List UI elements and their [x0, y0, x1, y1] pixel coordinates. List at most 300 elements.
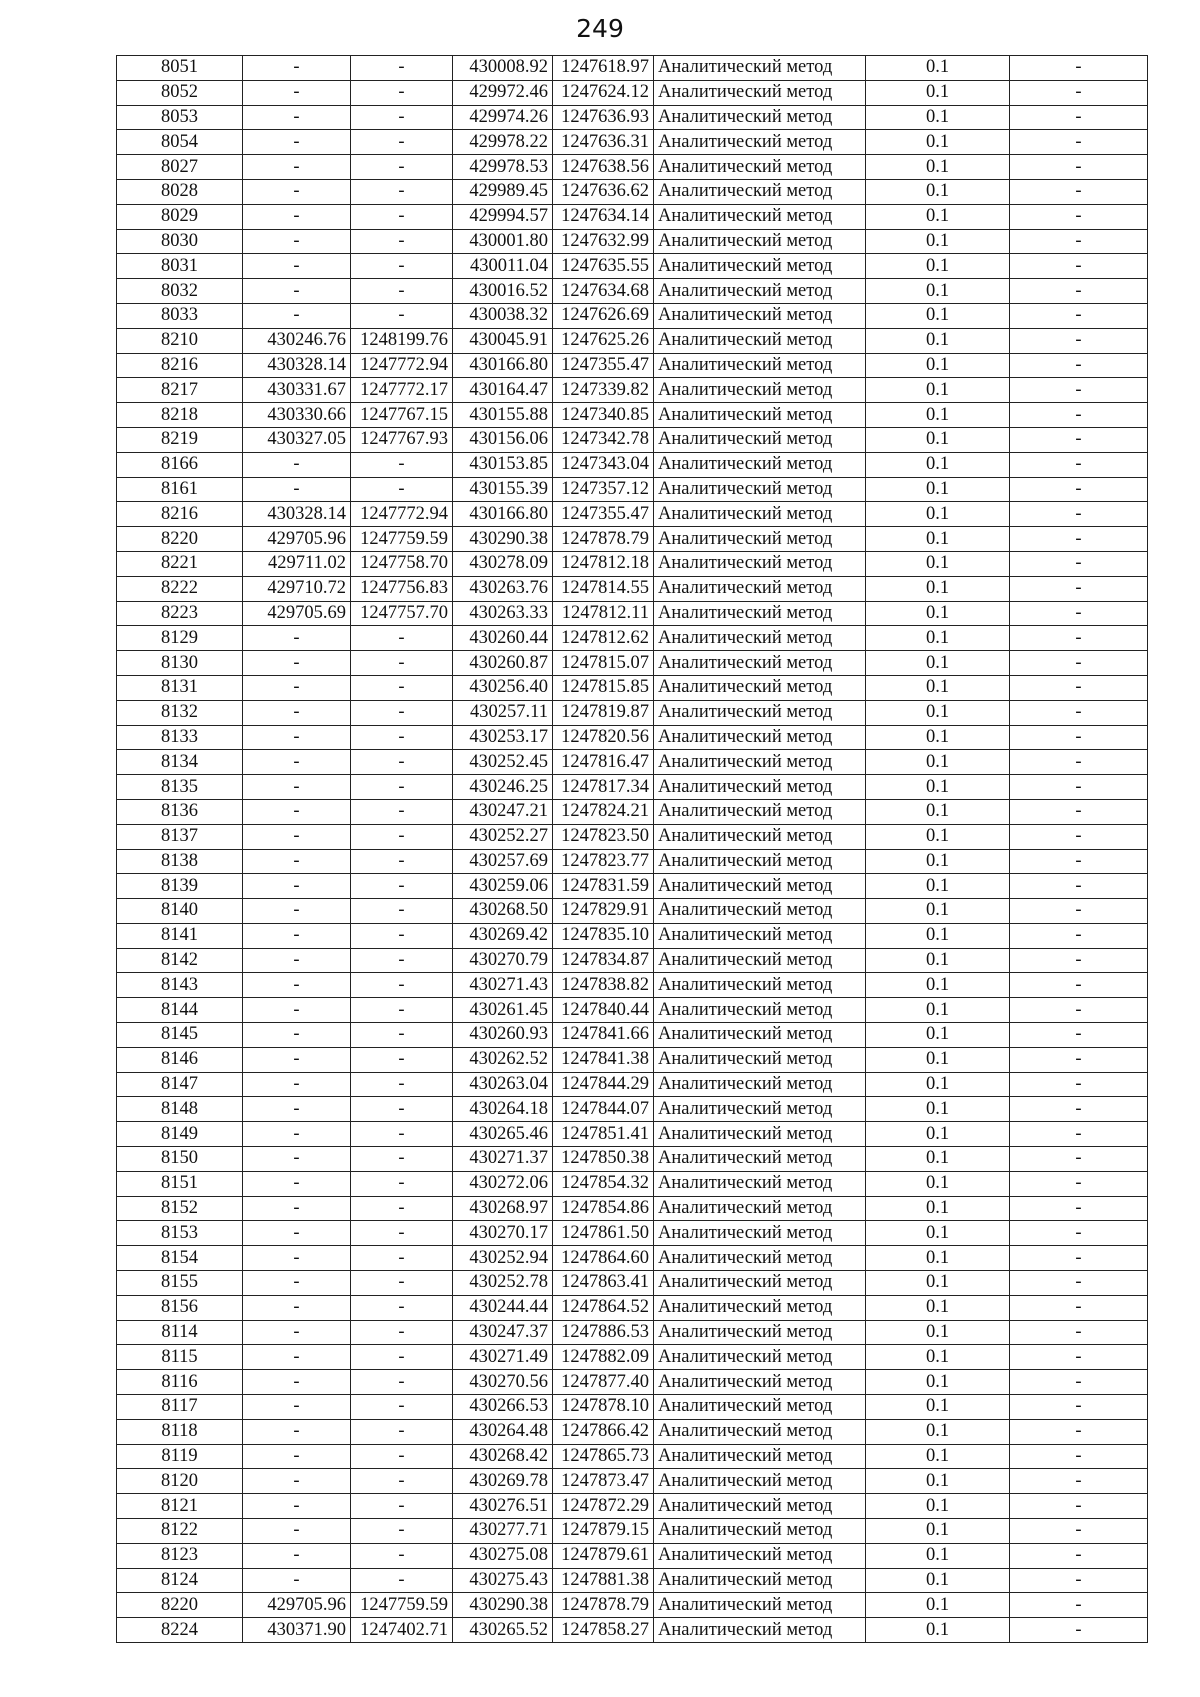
old-x-cell: - — [243, 179, 351, 204]
old-y-cell: - — [351, 1246, 453, 1271]
method-cell: Аналитический метод — [654, 1444, 866, 1469]
point-number-cell: 8150 — [117, 1147, 243, 1172]
old-y-cell: - — [351, 452, 453, 477]
point-number-cell: 8030 — [117, 229, 243, 254]
new-y-cell: 1247882.09 — [553, 1345, 654, 1370]
point-number-cell: 8221 — [117, 551, 243, 576]
old-y-cell: - — [351, 279, 453, 304]
new-x-cell: 430263.76 — [453, 576, 553, 601]
old-x-cell: - — [243, 626, 351, 651]
accuracy-cell: 0.1 — [866, 1345, 1010, 1370]
note-cell: - — [1010, 700, 1148, 725]
point-number-cell: 8223 — [117, 601, 243, 626]
table-row — [117, 1246, 1148, 1271]
old-x-cell: - — [243, 1221, 351, 1246]
old-y-cell: - — [351, 1023, 453, 1048]
old-x-cell: 429710.72 — [243, 576, 351, 601]
new-x-cell: 430008.92 — [453, 56, 553, 81]
note-cell: - — [1010, 105, 1148, 130]
method-cell: Аналитический метод — [654, 80, 866, 105]
new-x-cell: 430290.38 — [453, 527, 553, 552]
note-cell: - — [1010, 229, 1148, 254]
old-x-cell: - — [243, 849, 351, 874]
old-x-cell: - — [243, 56, 351, 81]
old-y-cell: 1247402.71 — [351, 1618, 453, 1643]
old-x-cell: - — [243, 1271, 351, 1296]
new-y-cell: 1247636.62 — [553, 179, 654, 204]
accuracy-cell: 0.1 — [866, 179, 1010, 204]
old-y-cell: - — [351, 725, 453, 750]
old-y-cell: - — [351, 1469, 453, 1494]
new-x-cell: 430269.78 — [453, 1469, 553, 1494]
table-row — [117, 1072, 1148, 1097]
old-x-cell: 430327.05 — [243, 427, 351, 452]
new-y-cell: 1247632.99 — [553, 229, 654, 254]
note-cell: - — [1010, 1122, 1148, 1147]
accuracy-cell: 0.1 — [866, 799, 1010, 824]
new-x-cell: 430038.32 — [453, 303, 553, 328]
new-x-cell: 430166.80 — [453, 353, 553, 378]
old-y-cell: - — [351, 1047, 453, 1072]
accuracy-cell: 0.1 — [866, 1419, 1010, 1444]
new-y-cell: 1247355.47 — [553, 353, 654, 378]
method-cell: Аналитический метод — [654, 130, 866, 155]
table-row — [117, 1320, 1148, 1345]
table-row — [117, 700, 1148, 725]
point-number-cell: 8149 — [117, 1122, 243, 1147]
new-y-cell: 1247861.50 — [553, 1221, 654, 1246]
accuracy-cell: 0.1 — [866, 998, 1010, 1023]
new-y-cell: 1247635.55 — [553, 254, 654, 279]
point-number-cell: 8131 — [117, 675, 243, 700]
note-cell: - — [1010, 626, 1148, 651]
table-row — [117, 874, 1148, 899]
accuracy-cell: 0.1 — [866, 775, 1010, 800]
old-x-cell: - — [243, 1395, 351, 1420]
accuracy-cell: 0.1 — [866, 1147, 1010, 1172]
accuracy-cell: 0.1 — [866, 1097, 1010, 1122]
note-cell: - — [1010, 130, 1148, 155]
note-cell: - — [1010, 998, 1148, 1023]
method-cell: Аналитический метод — [654, 403, 866, 428]
note-cell: - — [1010, 328, 1148, 353]
accuracy-cell: 0.1 — [866, 973, 1010, 998]
old-y-cell: - — [351, 750, 453, 775]
method-cell: Аналитический метод — [654, 1295, 866, 1320]
point-number-cell: 8146 — [117, 1047, 243, 1072]
new-y-cell: 1247841.38 — [553, 1047, 654, 1072]
new-y-cell: 1247878.79 — [553, 1593, 654, 1618]
old-x-cell: - — [243, 254, 351, 279]
old-x-cell: - — [243, 799, 351, 824]
point-number-cell: 8161 — [117, 477, 243, 502]
table-row — [117, 353, 1148, 378]
note-cell: - — [1010, 1593, 1148, 1618]
new-y-cell: 1247342.78 — [553, 427, 654, 452]
table-row — [117, 155, 1148, 180]
method-cell: Аналитический метод — [654, 1122, 866, 1147]
old-x-cell: - — [243, 700, 351, 725]
point-number-cell: 8031 — [117, 254, 243, 279]
note-cell: - — [1010, 1295, 1148, 1320]
old-y-cell: - — [351, 923, 453, 948]
table-row — [117, 229, 1148, 254]
method-cell: Аналитический метод — [654, 1568, 866, 1593]
method-cell: Аналитический метод — [654, 626, 866, 651]
new-x-cell: 430270.56 — [453, 1370, 553, 1395]
accuracy-cell: 0.1 — [866, 477, 1010, 502]
old-y-cell: - — [351, 948, 453, 973]
note-cell: - — [1010, 204, 1148, 229]
method-cell: Аналитический метод — [654, 303, 866, 328]
table-row — [117, 799, 1148, 824]
point-number-cell: 8123 — [117, 1543, 243, 1568]
table-row — [117, 998, 1148, 1023]
note-cell: - — [1010, 725, 1148, 750]
new-x-cell: 430262.52 — [453, 1047, 553, 1072]
old-x-cell: - — [243, 675, 351, 700]
point-number-cell: 8217 — [117, 378, 243, 403]
new-y-cell: 1247864.60 — [553, 1246, 654, 1271]
old-x-cell: - — [243, 105, 351, 130]
method-cell: Аналитический метод — [654, 899, 866, 924]
old-y-cell: - — [351, 874, 453, 899]
method-cell: Аналитический метод — [654, 651, 866, 676]
new-x-cell: 430016.52 — [453, 279, 553, 304]
method-cell: Аналитический метод — [654, 923, 866, 948]
point-number-cell: 8210 — [117, 328, 243, 353]
accuracy-cell: 0.1 — [866, 1370, 1010, 1395]
table-body — [117, 56, 1148, 1643]
old-x-cell: - — [243, 1494, 351, 1519]
old-y-cell: - — [351, 1295, 453, 1320]
table-row — [117, 1196, 1148, 1221]
new-y-cell: 1247865.73 — [553, 1444, 654, 1469]
note-cell: - — [1010, 899, 1148, 924]
point-number-cell: 8129 — [117, 626, 243, 651]
old-x-cell: - — [243, 1097, 351, 1122]
new-y-cell: 1247878.79 — [553, 527, 654, 552]
accuracy-cell: 0.1 — [866, 80, 1010, 105]
new-x-cell: 430166.80 — [453, 502, 553, 527]
point-number-cell: 8138 — [117, 849, 243, 874]
old-x-cell: - — [243, 824, 351, 849]
old-y-cell: 1247772.94 — [351, 502, 453, 527]
table-row — [117, 948, 1148, 973]
table-row — [117, 1419, 1148, 1444]
accuracy-cell: 0.1 — [866, 279, 1010, 304]
new-x-cell: 430278.09 — [453, 551, 553, 576]
new-y-cell: 1247340.85 — [553, 403, 654, 428]
point-number-cell: 8219 — [117, 427, 243, 452]
note-cell: - — [1010, 799, 1148, 824]
new-y-cell: 1247626.69 — [553, 303, 654, 328]
accuracy-cell: 0.1 — [866, 750, 1010, 775]
accuracy-cell: 0.1 — [866, 1072, 1010, 1097]
old-y-cell: 1247772.17 — [351, 378, 453, 403]
method-cell: Аналитический метод — [654, 1320, 866, 1345]
new-y-cell: 1247841.66 — [553, 1023, 654, 1048]
old-x-cell: - — [243, 1320, 351, 1345]
old-y-cell: - — [351, 477, 453, 502]
new-x-cell: 430257.11 — [453, 700, 553, 725]
old-y-cell: 1247759.59 — [351, 1593, 453, 1618]
accuracy-cell: 0.1 — [866, 130, 1010, 155]
new-y-cell: 1247343.04 — [553, 452, 654, 477]
new-x-cell: 430244.44 — [453, 1295, 553, 1320]
accuracy-cell: 0.1 — [866, 1494, 1010, 1519]
table-row — [117, 1618, 1148, 1643]
old-x-cell: - — [243, 973, 351, 998]
new-x-cell: 430155.88 — [453, 403, 553, 428]
new-x-cell: 429974.26 — [453, 105, 553, 130]
new-x-cell: 430269.42 — [453, 923, 553, 948]
method-cell: Аналитический метод — [654, 502, 866, 527]
accuracy-cell: 0.1 — [866, 403, 1010, 428]
table-row — [117, 328, 1148, 353]
new-x-cell: 430156.06 — [453, 427, 553, 452]
note-cell: - — [1010, 1494, 1148, 1519]
point-number-cell: 8121 — [117, 1494, 243, 1519]
point-number-cell: 8028 — [117, 179, 243, 204]
old-x-cell: - — [243, 1072, 351, 1097]
point-number-cell: 8222 — [117, 576, 243, 601]
point-number-cell: 8155 — [117, 1271, 243, 1296]
new-x-cell: 430260.93 — [453, 1023, 553, 1048]
method-cell: Аналитический метод — [654, 775, 866, 800]
new-y-cell: 1247854.32 — [553, 1171, 654, 1196]
point-number-cell: 8143 — [117, 973, 243, 998]
old-x-cell: - — [243, 899, 351, 924]
point-number-cell: 8135 — [117, 775, 243, 800]
new-y-cell: 1247838.82 — [553, 973, 654, 998]
old-x-cell: - — [243, 477, 351, 502]
note-cell: - — [1010, 1419, 1148, 1444]
old-y-cell: - — [351, 303, 453, 328]
old-y-cell: - — [351, 998, 453, 1023]
table-row — [117, 130, 1148, 155]
old-x-cell: - — [243, 750, 351, 775]
accuracy-cell: 0.1 — [866, 56, 1010, 81]
table-row — [117, 576, 1148, 601]
new-x-cell: 430264.18 — [453, 1097, 553, 1122]
new-y-cell: 1247814.55 — [553, 576, 654, 601]
new-y-cell: 1247835.10 — [553, 923, 654, 948]
note-cell: - — [1010, 551, 1148, 576]
accuracy-cell: 0.1 — [866, 1543, 1010, 1568]
point-number-cell: 8053 — [117, 105, 243, 130]
new-x-cell: 430277.71 — [453, 1519, 553, 1544]
note-cell: - — [1010, 477, 1148, 502]
old-x-cell: - — [243, 303, 351, 328]
note-cell: - — [1010, 1072, 1148, 1097]
old-y-cell: - — [351, 204, 453, 229]
note-cell: - — [1010, 1171, 1148, 1196]
table-row — [117, 303, 1148, 328]
new-x-cell: 430272.06 — [453, 1171, 553, 1196]
old-y-cell: 1247767.93 — [351, 427, 453, 452]
old-y-cell: - — [351, 1122, 453, 1147]
point-number-cell: 8136 — [117, 799, 243, 824]
new-y-cell: 1247850.38 — [553, 1147, 654, 1172]
method-cell: Аналитический метод — [654, 1593, 866, 1618]
new-x-cell: 430266.53 — [453, 1395, 553, 1420]
note-cell: - — [1010, 56, 1148, 81]
point-number-cell: 8119 — [117, 1444, 243, 1469]
method-cell: Аналитический метод — [654, 700, 866, 725]
accuracy-cell: 0.1 — [866, 576, 1010, 601]
new-x-cell: 430260.44 — [453, 626, 553, 651]
table-row — [117, 1469, 1148, 1494]
point-number-cell: 8132 — [117, 700, 243, 725]
accuracy-cell: 0.1 — [866, 1246, 1010, 1271]
note-cell: - — [1010, 1444, 1148, 1469]
point-number-cell: 8154 — [117, 1246, 243, 1271]
old-y-cell: 1247758.70 — [351, 551, 453, 576]
method-cell: Аналитический метод — [654, 1345, 866, 1370]
method-cell: Аналитический метод — [654, 675, 866, 700]
new-y-cell: 1247339.82 — [553, 378, 654, 403]
table-row — [117, 775, 1148, 800]
method-cell: Аналитический метод — [654, 1147, 866, 1172]
new-x-cell: 430155.39 — [453, 477, 553, 502]
point-number-cell: 8148 — [117, 1097, 243, 1122]
note-cell: - — [1010, 1519, 1148, 1544]
method-cell: Аналитический метод — [654, 1246, 866, 1271]
new-x-cell: 430271.37 — [453, 1147, 553, 1172]
old-y-cell: - — [351, 1147, 453, 1172]
note-cell: - — [1010, 824, 1148, 849]
method-cell: Аналитический метод — [654, 1196, 866, 1221]
accuracy-cell: 0.1 — [866, 1469, 1010, 1494]
new-x-cell: 430257.69 — [453, 849, 553, 874]
new-y-cell: 1247879.61 — [553, 1543, 654, 1568]
table-row — [117, 105, 1148, 130]
old-x-cell: - — [243, 1469, 351, 1494]
method-cell: Аналитический метод — [654, 328, 866, 353]
accuracy-cell: 0.1 — [866, 1196, 1010, 1221]
accuracy-cell: 0.1 — [866, 452, 1010, 477]
note-cell: - — [1010, 1047, 1148, 1072]
old-x-cell: - — [243, 80, 351, 105]
method-cell: Аналитический метод — [654, 750, 866, 775]
method-cell: Аналитический метод — [654, 204, 866, 229]
old-x-cell: - — [243, 923, 351, 948]
new-x-cell: 429978.22 — [453, 130, 553, 155]
note-cell: - — [1010, 1147, 1148, 1172]
old-x-cell: - — [243, 1023, 351, 1048]
table-row — [117, 1047, 1148, 1072]
note-cell: - — [1010, 675, 1148, 700]
old-x-cell: - — [243, 1568, 351, 1593]
new-x-cell: 430001.80 — [453, 229, 553, 254]
point-number-cell: 8133 — [117, 725, 243, 750]
table-row — [117, 56, 1148, 81]
accuracy-cell: 0.1 — [866, 675, 1010, 700]
note-cell: - — [1010, 750, 1148, 775]
point-number-cell: 8118 — [117, 1419, 243, 1444]
point-number-cell: 8218 — [117, 403, 243, 428]
method-cell: Аналитический метод — [654, 601, 866, 626]
accuracy-cell: 0.1 — [866, 923, 1010, 948]
point-number-cell: 8120 — [117, 1469, 243, 1494]
accuracy-cell: 0.1 — [866, 948, 1010, 973]
new-y-cell: 1247636.31 — [553, 130, 654, 155]
method-cell: Аналитический метод — [654, 279, 866, 304]
note-cell: - — [1010, 1370, 1148, 1395]
old-x-cell: - — [243, 1171, 351, 1196]
accuracy-cell: 0.1 — [866, 527, 1010, 552]
old-y-cell: - — [351, 105, 453, 130]
old-x-cell: - — [243, 1122, 351, 1147]
point-number-cell: 8152 — [117, 1196, 243, 1221]
new-y-cell: 1247823.50 — [553, 824, 654, 849]
table-row — [117, 1097, 1148, 1122]
note-cell: - — [1010, 601, 1148, 626]
old-x-cell: - — [243, 279, 351, 304]
accuracy-cell: 0.1 — [866, 204, 1010, 229]
accuracy-cell: 0.1 — [866, 427, 1010, 452]
note-cell: - — [1010, 973, 1148, 998]
old-y-cell: - — [351, 179, 453, 204]
new-x-cell: 430260.87 — [453, 651, 553, 676]
method-cell: Аналитический метод — [654, 1469, 866, 1494]
table-row — [117, 1147, 1148, 1172]
new-x-cell: 430271.49 — [453, 1345, 553, 1370]
method-cell: Аналитический метод — [654, 998, 866, 1023]
accuracy-cell: 0.1 — [866, 1395, 1010, 1420]
accuracy-cell: 0.1 — [866, 824, 1010, 849]
method-cell: Аналитический метод — [654, 874, 866, 899]
old-x-cell: - — [243, 1519, 351, 1544]
table-row — [117, 452, 1148, 477]
old-x-cell: - — [243, 229, 351, 254]
new-y-cell: 1247831.59 — [553, 874, 654, 899]
accuracy-cell: 0.1 — [866, 551, 1010, 576]
old-x-cell: 429705.96 — [243, 527, 351, 552]
old-x-cell: 430331.67 — [243, 378, 351, 403]
new-y-cell: 1247816.47 — [553, 750, 654, 775]
old-y-cell: - — [351, 1097, 453, 1122]
table-row — [117, 279, 1148, 304]
method-cell: Аналитический метод — [654, 179, 866, 204]
old-x-cell: - — [243, 998, 351, 1023]
accuracy-cell: 0.1 — [866, 1122, 1010, 1147]
old-x-cell: - — [243, 725, 351, 750]
table-row — [117, 651, 1148, 676]
new-y-cell: 1247634.68 — [553, 279, 654, 304]
new-x-cell: 430164.47 — [453, 378, 553, 403]
old-y-cell: - — [351, 130, 453, 155]
table-row — [117, 675, 1148, 700]
accuracy-cell: 0.1 — [866, 1171, 1010, 1196]
table-row — [117, 626, 1148, 651]
old-y-cell: - — [351, 1196, 453, 1221]
old-y-cell: - — [351, 1395, 453, 1420]
old-x-cell: - — [243, 452, 351, 477]
new-x-cell: 430263.33 — [453, 601, 553, 626]
new-x-cell: 430263.04 — [453, 1072, 553, 1097]
method-cell: Аналитический метод — [654, 1047, 866, 1072]
new-y-cell: 1247844.07 — [553, 1097, 654, 1122]
old-y-cell: - — [351, 626, 453, 651]
old-y-cell: - — [351, 1444, 453, 1469]
new-x-cell: 430275.43 — [453, 1568, 553, 1593]
old-x-cell: 430371.90 — [243, 1618, 351, 1643]
new-y-cell: 1247851.41 — [553, 1122, 654, 1147]
note-cell: - — [1010, 527, 1148, 552]
old-y-cell: - — [351, 1370, 453, 1395]
